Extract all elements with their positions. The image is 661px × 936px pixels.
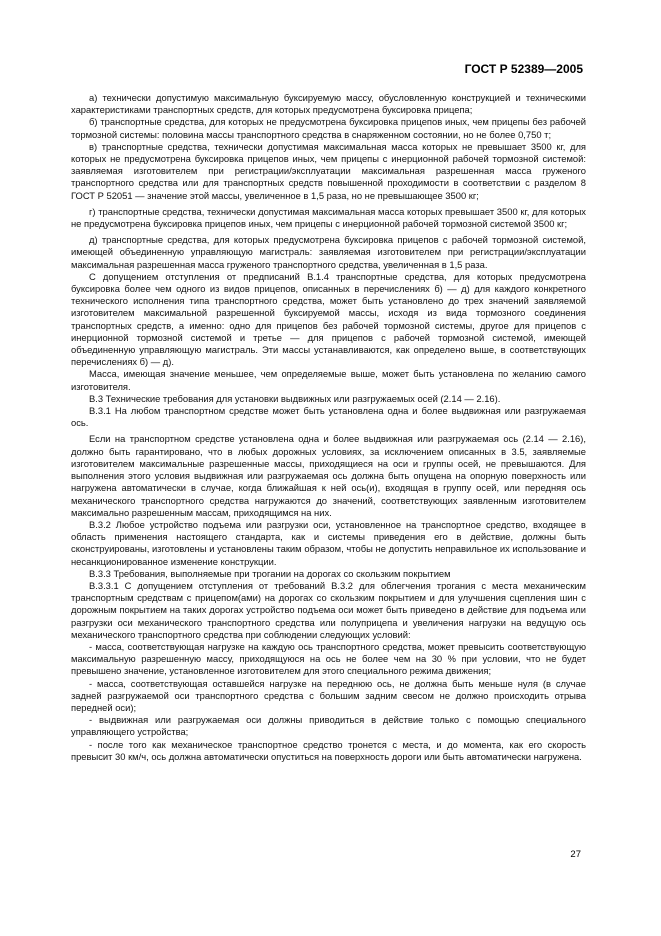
paragraph: б) транспортные средства, для которых не предусмотрена буксировка прицепов иных, чем прицепы без рабочей тормозной системы: половина массы транспортного средства в снаряженном состоянии, но не более 0,750 т; <box>71 116 586 140</box>
document-body <box>71 92 586 763</box>
list-item: - выдвижная или разгружаемая оси должны приводиться в действие только с помощью специального управляющего устройства; <box>71 714 586 738</box>
paragraph: Масса, имеющая значение меньшее, чем определяемые выше, может быть установлена по желанию самого изготовителя. <box>71 368 586 392</box>
paragraph: Если на транспортном средстве установлена одна и более выдвижная или разгружаемая ось (2.14 — 2.16), должно быть гарантировано, что в любых дорожных условиях, за исключением описанных в 3.5, заявляемые изготовителем максимальные разрешенные массы, приходящиеся на оси и группы осей, не превышаются. Для выполнения этого условия выдвижная или разгружаемая ось должна быть опущена на опорную поверхность или нагружена автоматически в случае, когда ближайшая к ней ось(и), входящая в группу осей, или передняя ось механического транспортного средства нагружаются до значений, соответствующих заявленным изготовителем максимально разрешенным массам, приходящимся на них. <box>71 433 586 518</box>
page-number: 27 <box>570 849 581 860</box>
list-item: - после того как механическое транспортное средство тронется с места, и до момента, как его скорость превысит 30 км/ч, ось должна автоматически опуститься на поверхность дороги или быть автоматически нагружена. <box>71 738 586 762</box>
paragraph: в) транспортные средства, технически допустимая максимальная масса которых не превышает 3500 кг, для которых не предусмотрена буксировка прицепов иных, чем прицепы с инерционной рабочей тормозной системой: заявляемая изготовителем при регистрации/эксплуатации максимальная разрешенная масса груженого транспортного средства или для транспортных средств повышенной проходимости в соответствии с разделом 8 ГОСТ Р 52051 — значение этой массы, увеличенное в 1,5 раза, но не превышающее 3500 кг; <box>71 140 586 201</box>
paragraph: г) транспортные средства, технически допустимая максимальная масса которых превышает 3500 кг, для которых не предусмотрена буксировка прицепов иных, чем прицепы с инерционной рабочей тормозной системой 3500 кг; <box>71 205 586 230</box>
paragraph: В.3.2 Любое устройство подъема или разгрузки оси, установленное на транспортное средство, входящее в область применения настоящего стандарта, как и системы приведения его в действие, должны быть сконструированы, изготовлены и установлены таким образом, чтобы не допустить неправильное их использование и несанкционированное изменение конструкции. <box>71 518 586 567</box>
list-item: - масса, соответствующая нагрузке на каждую ось транспортного средства, может превысить соответствующую максимальную разрешенную массу, приходящуюся на ось не более чем на 30 % при условии, что не будет превышено значение, установленное изготовителем для этого специального режима движения; <box>71 640 586 677</box>
list-item: - масса, соответствующая оставшейся нагрузке на переднюю ось, не должна быть меньше нуля (в случае задней разгружаемой оси транспортного средства с большим задним свесом не должно происходить отрыва передней оси); <box>71 677 586 713</box>
paragraph: С допущением отступления от предписаний В.1.4 транспортные средства, для которых предусмотрена буксировка более чем одного из видов прицепов, описанных в перечислениях б) — д) для каждого конкретного технического исполнения типа транспортного средства, может быть установлено до трех значений заявляемой изготовителем максимальной разрешенной буксируемой массы, исходя из вида тормозного соединения транспортных средств, а именно: одно для прицепов без рабочей тормозной системы, другое для прицепов с инерционной тормозной системой и третье — для прицепов с рабочей тормозной системой, имеющей объединенную управляющую магистраль. Эти массы устанавливаются, как определено выше, в соответствующих перечислениях б) — д). <box>71 270 586 368</box>
paragraph: В.3.3.1 С допущением отступления от требований В.3.2 для облегчения трогания с места механическим транспортным средствам с прицепом(ами) на дорогах со скользким покрытием и для улучшения сцепления шин с дорожным покрытием на таких дорогах устройство подъема оси может быть приведено в действие для подъема или разгрузки оси механического транспортного средства или полуприцепа и увеличения нагрузки на ведущую ось механического транспортного средства при соблюдении следующих условий: <box>71 579 586 640</box>
paragraph: В.3.1 На любом транспортном средстве может быть установлена одна и более выдвижная или разгружаемая ось. <box>71 405 586 429</box>
section-heading: В.3.3 Требования, выполняемые при трогании на дорогах со скользким покрытием <box>89 567 451 579</box>
document-id-header: ГОСТ Р 52389—2005 <box>464 62 583 76</box>
paragraph: а) технически допустимую максимальную буксируемую массу, обусловленную конструкцией и техническими характеристиками транспортных средств, для которых предусмотрена буксировка прицепа; <box>71 92 586 116</box>
section-heading: В.3 Технические требования для установки выдвижных или разгружаемых осей (2.14 — 2.16). <box>89 392 501 404</box>
paragraph: д) транспортные средства, для которых предусмотрена буксировка прицепов с рабочей тормозной системой, имеющей объединенную управляющую магистраль: заявляемая изготовителем при регистрации/эксплуатации максимальная разрешенная масса груженого транспортного средства, увеличенная в 1,5 раза. <box>71 234 586 270</box>
